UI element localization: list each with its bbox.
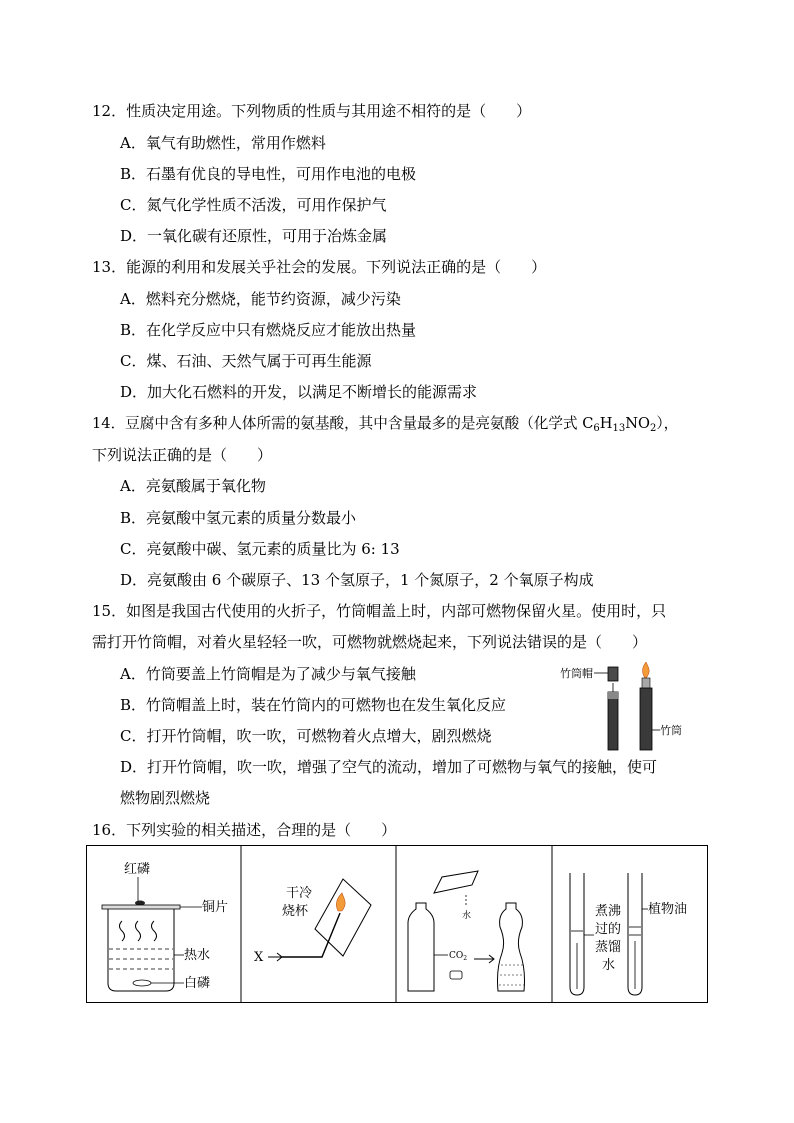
beaker-label: 烧杯: [282, 904, 309, 919]
white-phosphorus: [133, 980, 151, 986]
result-arrow: [474, 955, 494, 963]
open-tube: [640, 688, 652, 750]
capped-tube: [608, 692, 618, 750]
panel-co2-bottle: [408, 871, 525, 991]
flame-icon: [643, 662, 650, 678]
q14-formula-h: H: [599, 415, 613, 432]
q15-option-d-cont: 燃物剧烈燃烧: [120, 789, 211, 807]
q14-formula-no: NO: [625, 415, 650, 432]
pouring-beaker: [434, 871, 478, 893]
q15-option-b: B．竹筒帽盖上时，装在竹筒内的可燃物也在发生氧化反应: [120, 696, 507, 714]
bamboo-cap-label: 竹筒帽: [560, 667, 593, 680]
boiled-water-label-4: 水: [602, 958, 616, 973]
q15-option-d: D．打开竹筒帽，吹一吹，增强了空气的流动，增加了可燃物与氧气的接触，使可: [120, 758, 658, 776]
bottle-cap: [450, 971, 462, 979]
q14-option-b: B．亮氨酸中氢元素的质量分数最小: [120, 509, 357, 527]
q13-option-d: D．加大化石燃料的开发，以满足不断增长的能源需求: [120, 383, 478, 401]
q15-stem-line1: 15．如图是我国古代使用的火折子，竹筒帽盖上时，内部可燃物保留火星。使用时，只: [92, 602, 667, 620]
q15-stem-line2: 需打开竹筒帽，对着火星轻轻一吹，可燃物就燃烧起来，下列说法错误的是（ ）: [92, 633, 648, 651]
q14-stem-end: ），: [656, 415, 679, 432]
capped-tube-top: [608, 692, 618, 699]
panel-test-tubes: [570, 873, 687, 995]
q12-option-b: B．石墨有优良的导电性，可用作电池的电极: [120, 165, 417, 183]
fire-starter-figure: [560, 662, 690, 754]
copper-sheet: [102, 905, 180, 909]
red-phosphorus-label: 红磷: [124, 862, 151, 877]
bamboo-tube-label: 竹筒: [660, 724, 682, 737]
q14-stem: [92, 414, 678, 439]
q13-stem: 13．能源的利用和发展关乎社会的发展。下列说法正确的是（ ）: [92, 258, 547, 276]
q14-sub-h: 13: [612, 423, 626, 434]
bottle-after: [498, 903, 525, 991]
boiled-water-label-1: 煮沸: [595, 904, 622, 919]
water-label: 水: [462, 911, 472, 921]
q12-option-d: D．一氧化碳有还原性，可用于冶炼金属: [120, 227, 388, 245]
q14-sub-c: 6: [593, 423, 600, 434]
q14-option-a: A．亮氨酸属于氧化物: [120, 477, 266, 495]
dry-cold-label: 干冷: [286, 886, 313, 901]
steam-3: [152, 921, 157, 941]
q13-option-a: A．燃料充分燃烧，能节约资源，减少污染: [120, 290, 401, 308]
bamboo-cap: [608, 667, 618, 681]
inverted-beaker: [315, 879, 371, 956]
copper-label: 铜片: [202, 900, 229, 915]
gas-arrow: [268, 953, 282, 961]
boiled-water-label-2: 过的: [595, 922, 622, 937]
q12-option-a: A．氧气有助燃性，常用作燃料: [120, 134, 326, 152]
q13-option-b: B．在化学反应中只有燃烧反应才能放出热量: [120, 321, 417, 339]
q15-option-c: C．打开竹筒帽，吹一吹，可燃物着火点增大，剧烈燃烧: [120, 727, 492, 745]
experiment-table: [86, 845, 708, 1003]
q14-option-c: C．亮氨酸中碳、氢元素的质量比为 6: 13: [120, 540, 400, 558]
q14-stem-line2: 下列说法正确的是（ ）: [92, 446, 273, 464]
q14-option-d: D．亮氨酸由 6 个碳原子、13 个氢原子，1 个氮原子，2 个氧原子构成: [120, 571, 594, 589]
bottle-before: [408, 903, 434, 991]
q16-stem: 16．下列实验的相关描述，合理的是（ ）: [92, 821, 397, 839]
vegetable-oil-label: 植物油: [648, 902, 688, 917]
steam-1: [120, 921, 125, 941]
boiled-water-label-3: 蒸馏: [595, 940, 622, 955]
q15-option-a: A．竹筒要盖上竹筒帽是为了减少与氧气接触: [120, 665, 416, 683]
hot-water-label: 热水: [184, 948, 211, 963]
panel-dry-beaker: [254, 879, 371, 965]
panel-phosphorus: [102, 861, 228, 991]
q14-sub-o: 2: [649, 423, 657, 434]
q12-option-c: C．氮气化学性质不活泼，可用作保护气: [120, 196, 387, 214]
beaker: [108, 909, 174, 991]
q13-option-c: C．煤、石油、天然气属于可再生能源: [120, 352, 372, 370]
q14-stem-text: 14．豆腐中含有多种人体所需的氨基酸，其中含量最多的是亮氨酸（化学式 C: [92, 415, 594, 432]
gas-x-label: X: [254, 950, 264, 965]
q12-stem: 12．性质决定用途。下列物质的性质与其用途不相符的是（ ）: [92, 102, 532, 120]
co2-label: $CO_2$: [449, 951, 468, 962]
steam-2: [136, 921, 141, 941]
white-phosphorus-label: 白磷: [184, 976, 211, 991]
